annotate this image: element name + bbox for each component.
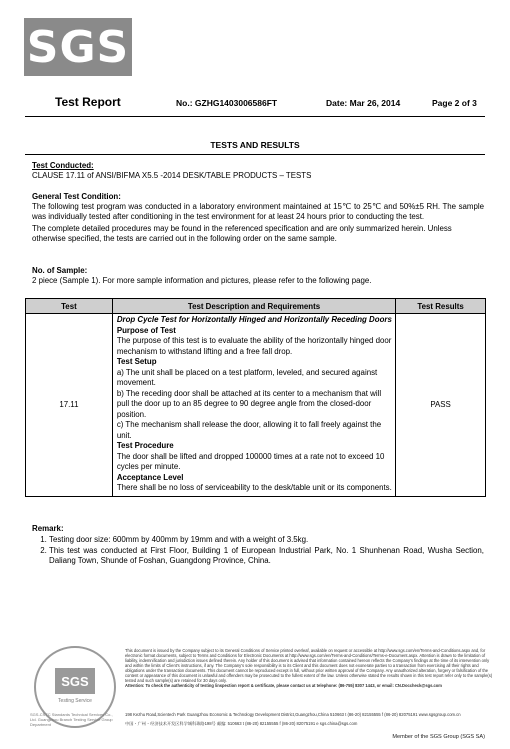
header-results: Test Results <box>396 299 486 314</box>
report-number: No.: GZHG1403006586FT <box>176 98 278 108</box>
remark-heading: Remark: <box>32 524 64 533</box>
general-paragraph-2: The complete detailed procedures may be found in the referenced specification and are only summarized herein. Unless otherwise specified, the tests are carried out in the following order on the same sample. <box>32 224 452 243</box>
setup-heading: Test Setup <box>116 357 157 366</box>
sample-text: 2 piece (Sample 1). For more sample information and pictures, please refer to the following page. <box>32 276 372 285</box>
table-header-row <box>26 299 486 314</box>
authenticity-note: Attention: To check the authenticity of testing /inspection report & certificate, please contact us at telephone: (86-755) 8307 1443, or email: CN.Doccheck@sgs.com <box>125 683 442 688</box>
remarks <box>32 524 484 567</box>
general-condition <box>32 192 484 244</box>
address-english: 198 Kezhu Road,Scientech Park Guangzhou Economic & Technology Development District,Guangzhou,China 510663 t (86-20) 82155555 f (86-20) 82075191 www.sgsgroup.com.cn <box>125 712 461 717</box>
report-date: Date: Mar 26, 2014 <box>326 98 401 108</box>
test-name: Drop Cycle Test for Horizontally Hinged and Horizontally Receding Doors <box>116 315 392 324</box>
procedure-heading: Test Procedure <box>116 441 174 450</box>
purpose-text: The purpose of this test is to evaluate the ability of the horizontally hinged door mechanism to withstand lifting and a free fall drop. <box>116 336 392 356</box>
setup-step-c: c) The mechanism shall release the door, allowing it to fall freely against the unit. <box>116 420 382 440</box>
test-conducted <box>32 161 484 181</box>
address-chinese: 中国・广州・经济技术开发区科学城科珠路198号 邮编: 510663 t (86-20) 82155555 f (86-20) 82075191 e sgs.china@sgs.com <box>125 721 358 726</box>
general-heading: General Test Condition: <box>32 192 121 201</box>
sample-heading: No. of Sample: <box>32 266 88 275</box>
company-stamp-text: SGS-CSTC Standards Technical Services Co., Ltd. Guangzhou Branch Testing Service Group Department <box>30 712 113 727</box>
acceptance-heading: Acceptance Level <box>116 472 184 482</box>
test-description <box>112 314 395 497</box>
sgs-logo: SGS <box>24 18 132 76</box>
page-number: Page 2 of 3 <box>432 98 477 108</box>
section-rule <box>25 154 485 155</box>
member-line: Member of the SGS Group (SGS SA) <box>392 734 485 740</box>
seal-subtitle: Testing Service <box>58 698 92 704</box>
test-table <box>25 298 486 497</box>
remark-list <box>32 535 484 566</box>
address-block <box>125 710 495 728</box>
seal-logo: SGS <box>55 668 95 694</box>
report-title: Test Report <box>55 95 121 109</box>
procedure-text: The door shall be lifted and dropped 100000 times at a rate not to exceed 10 cycles per minute. <box>116 451 385 471</box>
general-paragraph-1: The following test program was conducted in a laboratory environment maintained at 15℃ to 25℃ and 50%±5 RH. The sample was individually tested after conditioning in the test environment for at least 24 hours prior to conducting the test. <box>32 202 484 221</box>
table-row <box>26 314 486 497</box>
purpose-heading: Purpose of Test <box>116 325 176 335</box>
setup-step-a: a) The unit shall be placed on a test platform, leveled, and secured against movement. <box>116 367 378 387</box>
test-conducted-heading: Test Conducted: <box>32 161 94 170</box>
remark-item: 1. Testing door size: 600mm by 400mm by 19mm and with a weight of 3.5kg. <box>49 535 484 545</box>
header-description: Test Description and Requirements <box>112 299 395 314</box>
sample-info <box>32 266 484 286</box>
setup-step-b: b) The receding door shall be attached at its center to a mechanism that will pull the door up to an 85 degree to 90 degree angle from the closed-door position. <box>116 388 382 419</box>
section-title: TESTS AND RESULTS <box>210 140 300 150</box>
header-rule <box>25 116 485 117</box>
acceptance-text: There shall be no loss of serviceability to the desk/table unit or its components. <box>116 483 392 492</box>
fine-print-text: This document is issued by the Company subject to its General Conditions of Service printed overleaf, available on request or accessible at http://www.sgs.com/en/Terms-and-Conditions.aspx and, for electronic format documents, subject to Terms and Conditions for Electronic Documents at http://www.sgs.com/en/Terms-and-Conditions/Terms-e-Document.aspx. Attention is drawn to the limitation of liability, indemnification and jurisdiction issues defined therein. Any holder of this document is advised that information contained hereon reflects the Company's findings at the time of its intervention only and within the limits of Client's instructions, if any. The Company's sole responsibility is to its Client and this document does not exonerate parties to a transaction from exercising all their rights and obligations under the transaction documents. This document cannot be reproduced except in full, without prior written approval of the Company. Any unauthorized alteration, forgery or falsification of the content or appearance of this document is unlawful and offenders may be prosecuted to the fullest extent of the law. Unless otherwise stated the results shown in this test report refer only to the sample(s) tested and such sample(s) are retained for 30 days only. <box>125 648 493 683</box>
test-result: PASS <box>396 314 486 497</box>
header-test: Test <box>26 299 113 314</box>
legal-fine-print <box>125 648 495 688</box>
test-conducted-text: CLAUSE 17.11 of ANSI/BIFMA X5.5 -2014 DESK/TABLE PRODUCTS – TESTS <box>32 171 312 180</box>
remark-item: 2. This test was conducted at First Floor, Building 1 of European Industrial Park, No. 1 Shunhenan Road, Wusha Section, Daliang Town, Shunde of Foshan, Guangdong Province, China. <box>49 546 484 566</box>
test-clause: 17.11 <box>26 314 113 497</box>
